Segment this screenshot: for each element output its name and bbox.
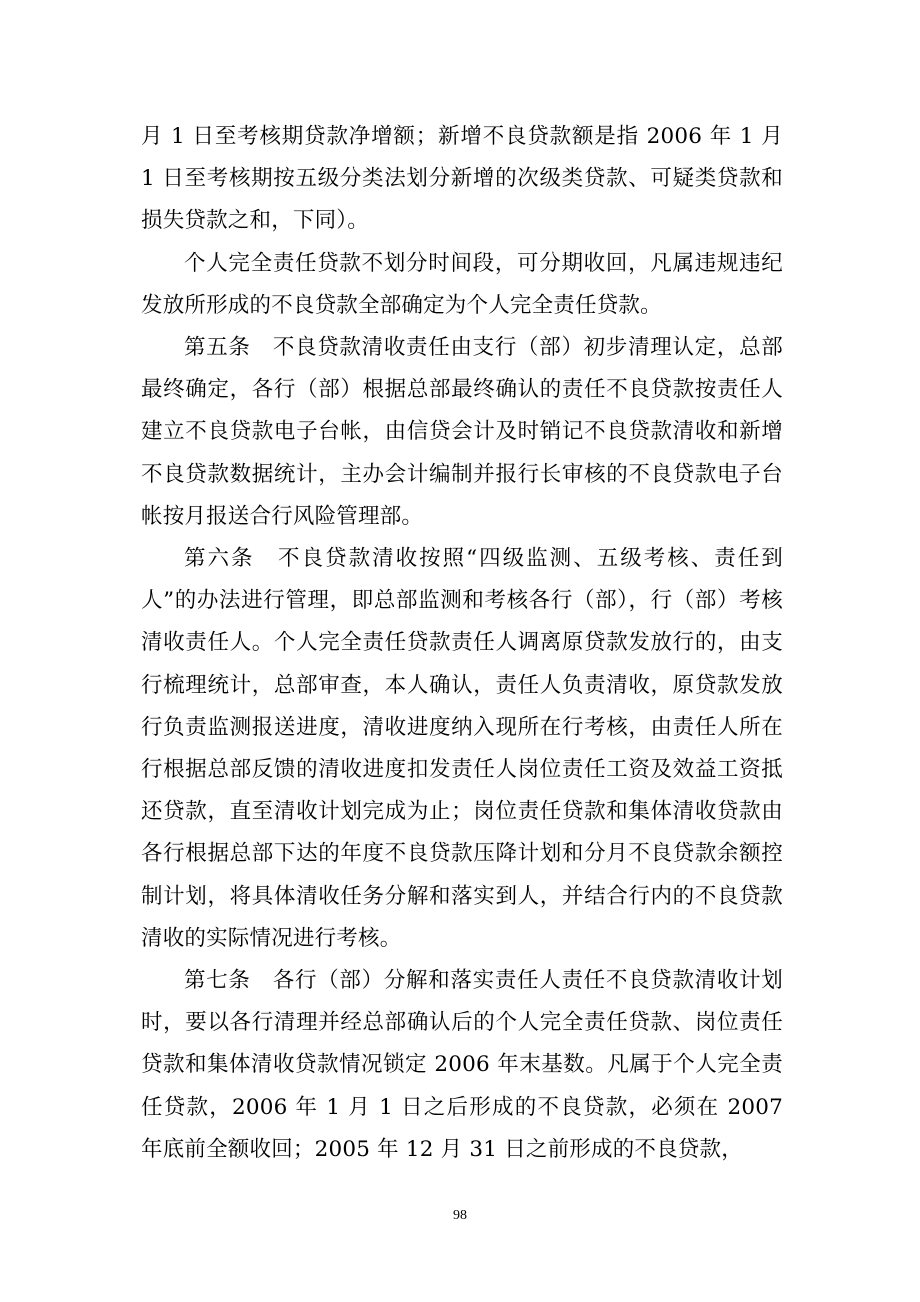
paragraph-article-5: 第五条 不良贷款清收责任由支行（部）初步清理认定，总部最终确定，各行（部）根据总部最终确认的责任不良贷款按责任人建立不良贷款电子台帐，由信贷会计及时销记不良贷款清收和新增不良贷款数据统计，主办会计编制并报行长审核的不良贷款电子台帐按月报送合行风险管理部。	[141, 335, 783, 529]
document-body	[141, 116, 783, 1171]
paragraph-article-7: 第七条 各行（部）分解和落实责任人责任不良贷款清收计划时，要以各行清理并经总部确认后的个人完全责任贷款、岗位责任贷款和集体清收贷款情况锁定 2006 年末基数。凡属于个人完全责任贷款，2006 年 1 月 1 日之后形成的不良贷款，必须在 2007 年底前全额收回；2005 年 12 月 31 日之前形成的不良贷款，	[141, 968, 783, 1162]
paragraph-article-6: 第六条 不良贷款清收按照“四级监测、五级考核、责任到人”的办法进行管理，即总部监测和考核各行（部），行（部）考核清收责任人。个人完全责任贷款责任人调离原贷款发放行的，由支行梳理统计，总部审查，本人确认，责任人负责清收，原贷款发放行负责监测报送进度，清收进度纳入现所在行考核，由责任人所在行根据总部反馈的清收进度扣发责任人岗位责任工资及效益工资抵还贷款，直至清收计划完成为止；岗位责任贷款和集体清收贷款由各行根据总部下达的年度不良贷款压降计划和分月不良贷款余额控制计划，将具体清收任务分解和落实到人，并结合行内的不良贷款清收的实际情况进行考核。	[141, 546, 783, 951]
paragraph-continuation: 月 1 日至考核期贷款净增额；新增不良贷款额是指 2006 年 1 月 1 日至考核期按五级分类法划分新增的次级类贷款、可疑类贷款和损失贷款之和，下同）。	[141, 124, 783, 234]
paragraph-personal-liability: 个人完全责任贷款不划分时间段，可分期收回，凡属违规违纪发放所形成的不良贷款全部确定为个人完全责任贷款。	[141, 250, 783, 318]
page-number: 98	[453, 1208, 467, 1223]
